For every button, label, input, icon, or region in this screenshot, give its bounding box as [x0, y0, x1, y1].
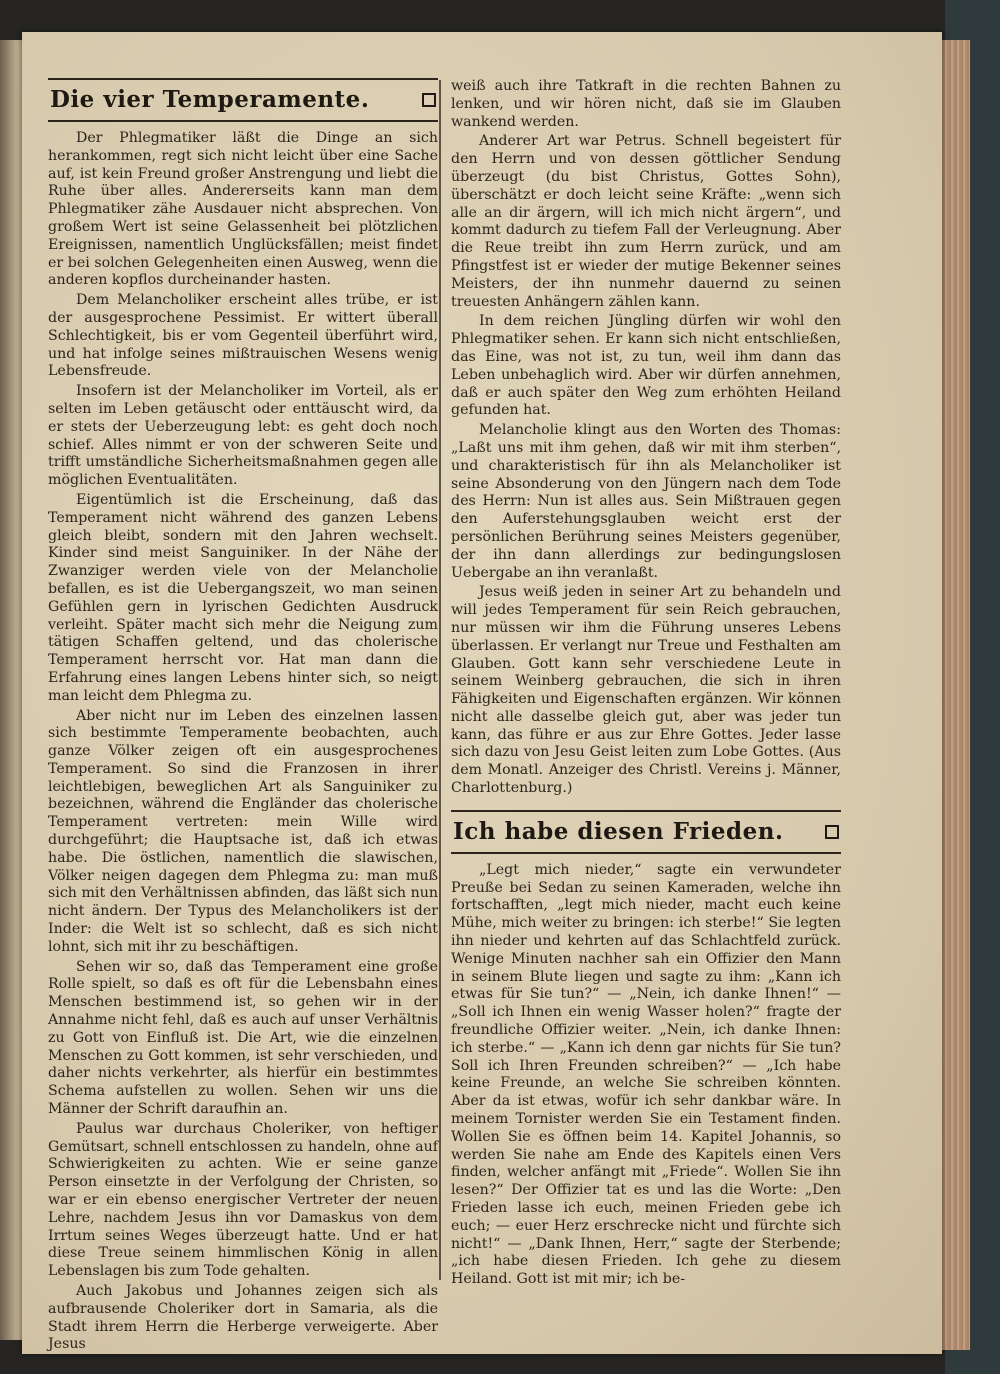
article1-title: Die vier Temperamente.	[50, 86, 370, 113]
paragraph: „Legt mich nieder,“ sagte ein verwundeter Preuße bei Sedan zu seinen Kameraden, welche ihn fortschafften, „legt mich nieder, macht euch keine Mühe, mich weiter zu bringen: ich sterbe!“ Sie legten ihn nieder und kehrten auf das Schlachtfeld zurück. Wenige Minuten nachher sah ein Offizier den Mann in seinem Blute liegen und sagte zu ihm: „Kann ich etwas für Sie tun?“ — „Nein, ich danke Ihnen!“ — „Soll ich Ihnen ein wenig Wasser holen?“ fragte der freundliche Offizier weiter. „Nein, ich danke Ihnen: ich sterbe.“ — „Kann ich denn gar nichts für Sie tun? Soll ich Ihren Freunden schreiben?“ — „Ich habe keine Freunde, an welche Sie schreiben könnten. Aber da ist etwas, wofür ich sehr dankbar wäre. In meinem Tornister werden Sie ein Testament finden. Wollen Sie es öffnen beim 14. Kapitel Johannis, so werden Sie nahe am Ende des Kapitels einen Vers finden, welcher anfängt mit „Friede“. Wollen Sie ihn lesen?“ Der Offizier tat es und las die Worte: „Den Frieden lasse ich euch, meinen Frieden gebe ich euch; — euer Herz erschrecke nicht und fürchte sich nicht!“ — „Dank Ihnen, Herr,“ sagte der Sterbende; „ich habe diesen Frieden. Ich gehe zu diesem Heiland. Gott ist mit mir; ich be-	[451, 861, 841, 1288]
right-column	[451, 78, 841, 1291]
paragraph: Insofern ist der Melancholiker im Vorteil, als er selten im Leben getäuscht oder enttäuscht wird, da er stets der Ueberzeugung lebt: es geht doch noch schief. Alles nimmt er von der schweren Seite und trifft umständliche Sicherheitsmaßnahmen gegen alle möglichen Eventualitäten.	[48, 383, 438, 489]
left-column	[48, 78, 438, 1356]
paragraph: Sehen wir so, daß das Temperament eine große Rolle spielt, so daß es oft für die Lebensbahn eines Menschen bestimmend ist, so gehen wir in der Annahme nicht fehl, daß es auch auf unser Verhältnis zu Gott von Einfluß ist. Die Art, wie die einzelnen Menschen zu Gott kommen, ist sehr verschieden, und daher nichts verkehrter, als hierfür ein bestimmtes Schema aufstellen zu wollen. Sehen wir uns die Männer der Schrift daraufhin an.	[48, 958, 438, 1118]
paragraph: Dem Melancholiker erscheint alles trübe, er ist der ausgesprochene Pessimist. Er wittert überall Schlechtigkeit, bis er vom Gegenteil überführt wird, und hat infolge seines mißtrauischen Wesens wenig Lebensfreude.	[48, 292, 438, 380]
paragraph: In dem reichen Jüngling dürfen wir wohl den Phlegmatiker sehen. Er kann sich nicht entschließen, das Eine, was not ist, zu tun, weil ihm dann das Leben unbehaglich wird. Aber wir dürfen annehmen, daß er auch später den Weg zum erhöhten Heiland gefunden hat.	[451, 313, 841, 419]
article1-heading	[48, 78, 438, 122]
paragraph: Anderer Art war Petrus. Schnell begeistert für den Herrn und von dessen göttlicher Sendung überzeugt (du bist Christus, Gottes Sohn), überschätzt er doch leicht seine Kräfte: „wenn sich alle an dir ärgern, will ich mich nicht ärgern“, und kommt dadurch zu tiefem Fall der Verleugnung. Aber die Reue treibt ihn zum Herrn zurück, und am Pfingstfest ist er wieder der mutige Bekenner seines Meisters, der ihn nunmehr dauernd zu seinen treuesten Anhängern zählen kann.	[451, 133, 841, 310]
heading-square-ornament	[422, 93, 436, 107]
paragraph: Eigentümlich ist die Erscheinung, daß das Temperament nicht während des ganzen Lebens gleich bleibt, sondern mit den Jahren wechselt. Kinder sind meist Sanguiniker. In der Nähe der Zwanziger werden viele von der Melancholie befallen, es ist die Uebergangszeit, wo man seinen Gefühlen gern in lyrischen Gedichten Ausdruck verleiht. Später macht sich mehr die Neigung zum tätigen Schaffen geltend, und das cholerische Temperament herrscht vor. Hat man dann die Erfahrung eines langen Lebens hinter sich, so neigt man leicht dem Phlegma zu.	[48, 491, 438, 704]
paragraph: Der Phlegmatiker läßt die Dinge an sich herankommen, regt sich nicht leicht über eine Sache auf, ist kein Freund großer Anstrengung und liebt die Ruhe über alles. Andererseits kann man dem Phlegmatiker zähe Ausdauer nicht absprechen. Von großem Wert ist seine Gelassenheit bei plötzlichen Ereignissen, namentlich Unglücksfällen; meist findet er bei solchen Gelegenheiten einen Ausweg, wenn die anderen kopflos durcheinander hasten.	[48, 130, 438, 289]
paragraph-continued: weiß auch ihre Tatkraft in die rechten Bahnen zu lenken, und wir hören nicht, daß sie im Glauben wankend werden.	[451, 78, 841, 130]
paragraph: Auch Jakobus und Johannes zeigen sich als aufbrausende Choleriker dort in Samaria, als die Stadt ihrem Herrn die Herberge verweigerte. Aber Jesus	[48, 1283, 438, 1353]
paragraph: Paulus war durchaus Choleriker, von heftiger Gemütsart, schnell entschlossen zu handeln, ohne auf Schwierigkeiten zu achten. Wie er seine ganze Person einsetzte in der Verfolgung der Christen, so war er ein ebenso energischer Vertreter der neuen Lehre, nachdem Jesus ihn vor Damaskus von dem Irrtum seines Weges überzeugt hatte. Und er hat diese Treue seinem himmlischen König in allen Lebenslagen bis zum Tode gehalten.	[48, 1120, 438, 1280]
article2-heading	[451, 810, 841, 854]
paragraph: Jesus weiß jeden in seiner Art zu behandeln und will jedes Temperament für sein Reich gebrauchen, nur müssen wir ihm die Führung unseres Lebens überlassen. Er verlangt nur Treue und Festhalten am Glauben. Gott kann sehr verschiedene Leute in seinem Weinberg gebrauchen, die sich in ihren Fähigkeiten und Eigenschaften ergänzen. Wir können nicht alle dasselbe gleich gut, aber was jeder tun kann, das führe er aus zur Ehre Gottes. Jeder lasse sich dazu von Jesu Geist leiten zum Lobe Gottes. (Aus dem Monatl. Anzeiger des Christl. Vereins j. Männer, Charlottenburg.)	[451, 584, 841, 797]
heading-square-ornament	[825, 825, 839, 839]
paragraph: Melancholie klingt aus den Worten des Thomas: „Laßt uns mit ihm gehen, daß wir mit ihm sterben“, und charakteristisch für ihn als Melancholiker ist seine Absonderung von den Jüngern nach dem Tode des Herrn: Nun ist alles aus. Sein Mißtrauen gegen den Auferstehungsglauben weicht erst der persönlichen Berührung seines Meisters gegenüber, der ihn dann allerdings zur bedingungslosen Uebergabe an ihn veranlaßt.	[451, 422, 841, 581]
paragraph: Aber nicht nur im Leben des einzelnen lassen sich bestimmte Temperamente beobachten, auch ganze Völker zeigen oft ein ausgesprochenes Temperament. So sind die Franzosen in ihrer leichtlebigen, beweglichen Art als Sanguiniker zu bezeichnen, während die Engländer das cholerische Temperament vertreten: mein Wille wird durchgeführt; die Hauptsache ist, daß ich etwas habe. Die östlichen, namentlich die slawischen, Völker neigen dagegen dem Phlegma zu: man muß sich mit den Verhältnissen abfinden, das läßt sich nun nicht ändern. Der Typus des Melancholikers ist der Inder: die Welt ist so schlecht, daß es sich nicht lohnt, sich mit ihr zu beschäftigen.	[48, 707, 438, 955]
article2-title: Ich habe diesen Frieden.	[453, 817, 784, 845]
column-divider	[439, 80, 441, 1280]
